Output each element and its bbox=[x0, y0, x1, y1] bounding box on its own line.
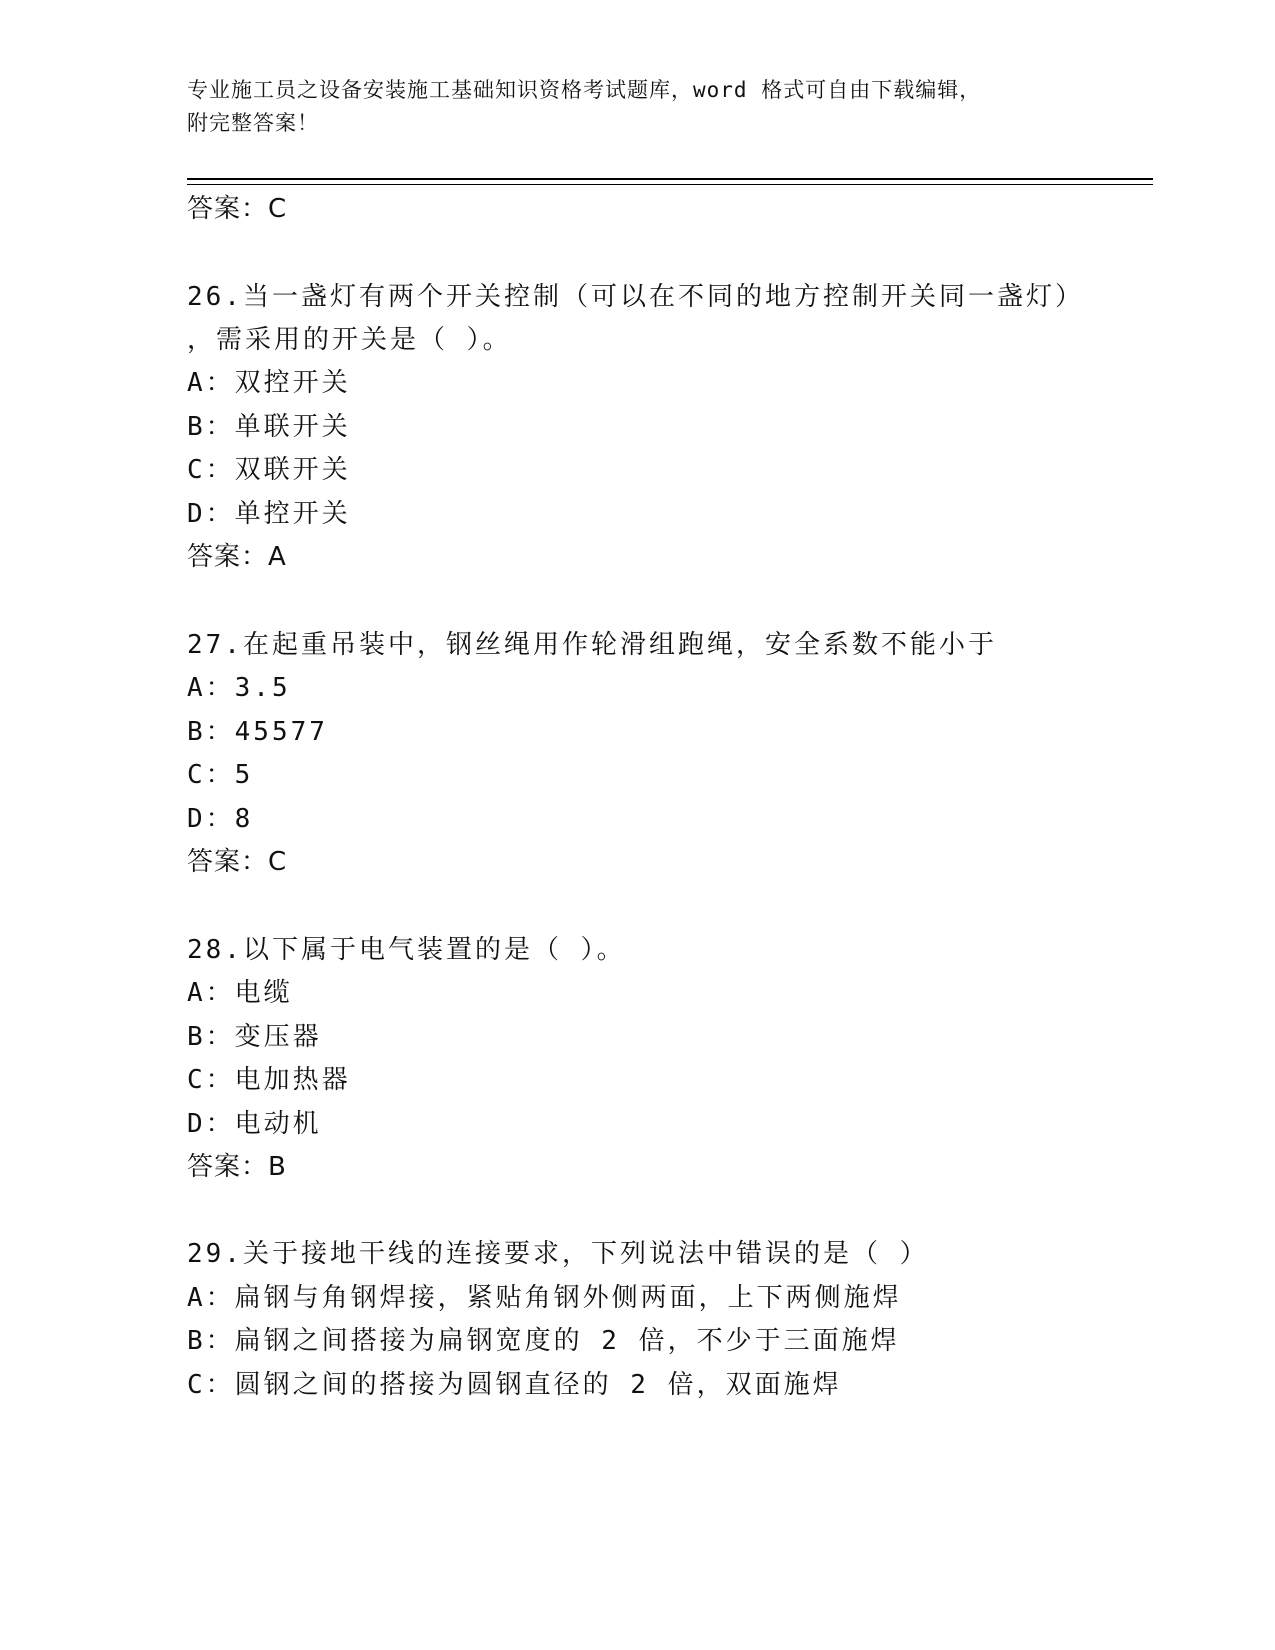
document-header bbox=[187, 74, 1067, 140]
question-28-option-b: B：变压器 bbox=[187, 1022, 322, 1052]
question-26-option-b: B：单联开关 bbox=[187, 412, 351, 442]
question-27-option-a: A：3.5 bbox=[187, 673, 291, 703]
question-26-option-d: D：单控开关 bbox=[187, 499, 351, 529]
question-26-option-a: A：双控开关 bbox=[187, 368, 351, 398]
question-27-option-b: B：45577 bbox=[187, 717, 328, 747]
question-29-option-a: A：扁钢与角钢焊接，紧贴角钢外侧两面，上下两侧施焊 bbox=[187, 1283, 902, 1313]
question-27-stem: 27.在起重吊装中，钢丝绳用作轮滑组跑绳，安全系数不能小于 bbox=[187, 630, 997, 660]
question-28-option-c: C：电加热器 bbox=[187, 1065, 351, 1095]
question-26-option-c: C：双联开关 bbox=[187, 455, 351, 485]
header-divider-thick bbox=[187, 178, 1153, 180]
question-28-option-d: D：电动机 bbox=[187, 1109, 322, 1139]
question-28-stem: 28.以下属于电气装置的是（ ）。 bbox=[187, 935, 626, 965]
question-28-option-a: A：电缆 bbox=[187, 978, 293, 1008]
question-27-option-d: D：8 bbox=[187, 804, 254, 834]
question-26-stem-line-2: ，需采用的开关是（ ）。 bbox=[187, 325, 512, 355]
header-divider-thin bbox=[187, 184, 1153, 185]
question-26-answer: 答案：A bbox=[187, 542, 287, 572]
header-title-line-1: 专业施工员之设备安装施工基础知识资格考试题库，word 格式可自由下载编辑， bbox=[187, 78, 982, 102]
question-29-option-c: C：圆钢之间的搭接为圆钢直径的 2 倍，双面施焊 bbox=[187, 1370, 842, 1400]
question-27-answer: 答案：C bbox=[187, 847, 288, 877]
question-26-stem-line-1: 26.当一盏灯有两个开关控制（可以在不同的地方控制开关同一盏灯） bbox=[187, 282, 1084, 312]
question-29-option-b: B：扁钢之间搭接为扁钢宽度的 2 倍，不少于三面施焊 bbox=[187, 1326, 900, 1356]
question-29-stem: 29.关于接地干线的连接要求，下列说法中错误的是（ ） bbox=[187, 1239, 929, 1269]
question-28-answer: 答案：B bbox=[187, 1152, 287, 1182]
header-title-line-2: 附完整答案！ bbox=[187, 111, 319, 135]
question-27-option-c: C：5 bbox=[187, 760, 254, 790]
answer-25: 答案：C bbox=[187, 194, 288, 224]
